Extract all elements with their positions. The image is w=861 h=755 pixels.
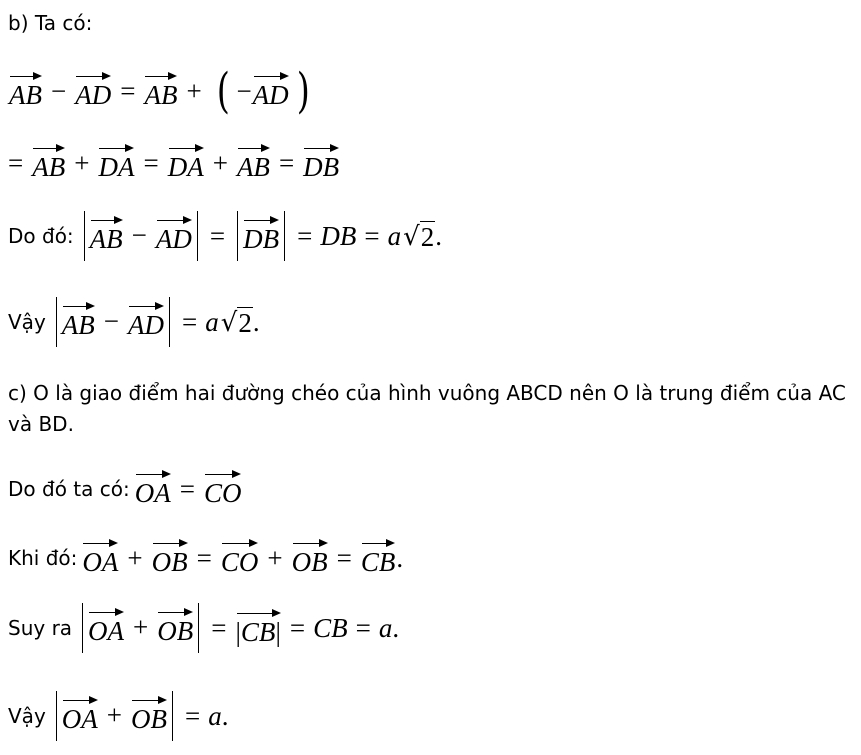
sqrt-2: √ 2 bbox=[220, 307, 252, 338]
equals-sign: = bbox=[196, 543, 212, 573]
vector-OA: OA bbox=[82, 540, 118, 576]
equation-line-3 bbox=[8, 208, 857, 264]
vector-DA: DA bbox=[98, 145, 134, 181]
vector-OA: OA bbox=[88, 609, 124, 645]
equals-sign: = bbox=[336, 543, 352, 573]
vay-label-c: Vậy bbox=[8, 704, 46, 728]
plus-sign: + bbox=[133, 612, 149, 642]
period: . bbox=[396, 543, 404, 573]
equation-line-1 bbox=[8, 63, 857, 119]
vector-AD: AD bbox=[128, 303, 164, 339]
vay-label: Vậy bbox=[8, 310, 46, 334]
equals-sign: = bbox=[364, 221, 380, 251]
vector-AB: AB bbox=[62, 303, 95, 339]
vector-OB: OB bbox=[292, 540, 328, 576]
vector-OA: OA bbox=[135, 471, 171, 507]
suy-ra-label: Suy ra bbox=[8, 616, 73, 640]
equals-sign: = bbox=[297, 221, 313, 251]
plus-sign: + bbox=[74, 148, 90, 178]
plus-sign: + bbox=[186, 76, 202, 106]
magnitude-OA-plus-OB bbox=[56, 691, 173, 741]
radical-icon: √ bbox=[220, 307, 238, 338]
vector-CO: CO bbox=[221, 540, 259, 576]
abs-bar-left: | bbox=[235, 617, 241, 647]
part-b-heading-text: b) Ta có: bbox=[8, 11, 93, 35]
period: . bbox=[392, 613, 400, 643]
do-do-label: Do đó: bbox=[8, 224, 74, 248]
variable-a: a bbox=[387, 221, 402, 251]
magnitude-OA-plus-OB bbox=[82, 603, 199, 653]
period: . bbox=[435, 221, 442, 251]
equals-sign: = bbox=[289, 613, 306, 643]
vector-OB: OB bbox=[152, 540, 188, 576]
part-b-heading bbox=[8, 8, 857, 38]
equation-line-6 bbox=[8, 535, 857, 581]
abs-bar-right: | bbox=[275, 617, 281, 647]
minus-sign: − bbox=[131, 220, 147, 250]
minus-sign: − bbox=[236, 76, 252, 106]
vector-AB: AB bbox=[9, 73, 42, 109]
equation-line-4 bbox=[8, 294, 857, 350]
vector-CB: CB bbox=[361, 540, 396, 576]
equals-sign: = bbox=[8, 148, 24, 178]
magnitude-AB-minus-AD bbox=[84, 211, 198, 261]
do-do-ta-co-label: Do đó ta có: bbox=[8, 477, 130, 501]
plus-sign: + bbox=[127, 543, 143, 573]
vector-DB: DB bbox=[243, 217, 279, 253]
left-paren: ( bbox=[216, 63, 230, 119]
equals-sign: = bbox=[185, 701, 201, 731]
vector-OA: OA bbox=[62, 697, 98, 733]
magnitude-AB-minus-AD bbox=[56, 297, 170, 347]
equation-line-5 bbox=[8, 466, 857, 512]
vector-OB: OB bbox=[131, 697, 167, 733]
minus-sign: − bbox=[103, 306, 120, 336]
period: . bbox=[252, 307, 260, 337]
vector-AD: AD bbox=[75, 73, 111, 109]
sqrt-2: √ 2 bbox=[403, 221, 435, 252]
variable-a: a bbox=[378, 613, 393, 643]
vector-DB: DB bbox=[303, 145, 339, 181]
equals-sign: = bbox=[278, 148, 295, 178]
equals-sign: = bbox=[179, 474, 195, 504]
vector-AB: AB bbox=[32, 145, 65, 181]
equation-line-8 bbox=[8, 688, 857, 744]
vector-AB: AB bbox=[90, 217, 123, 253]
minus-sign: − bbox=[51, 76, 67, 106]
vector-AD: AD bbox=[156, 217, 192, 253]
equals-sign: = bbox=[211, 613, 227, 643]
equals-sign: = bbox=[209, 221, 226, 251]
equation-line-2 bbox=[8, 140, 857, 186]
equals-sign: = bbox=[143, 148, 159, 178]
segment-DB: DB bbox=[320, 221, 357, 251]
segment-CB: CB bbox=[313, 613, 348, 643]
vector-AB: AB bbox=[237, 145, 270, 181]
equals-sign: = bbox=[182, 307, 198, 337]
vector-abs-CB bbox=[236, 610, 281, 646]
khi-do-label: Khi đó: bbox=[8, 546, 78, 570]
radical-icon: √ bbox=[403, 221, 420, 252]
equals-sign: = bbox=[355, 613, 371, 643]
variable-a: a bbox=[208, 701, 222, 731]
variable-a: a bbox=[205, 307, 219, 337]
magnitude-DB bbox=[237, 211, 285, 261]
equals-sign: = bbox=[120, 76, 136, 106]
period: . bbox=[221, 701, 229, 731]
plus-sign: + bbox=[212, 148, 228, 178]
plus-sign: + bbox=[106, 700, 123, 730]
equation-line-7 bbox=[8, 600, 857, 656]
vector-CO: CO bbox=[204, 471, 242, 507]
vector-DA: DA bbox=[168, 145, 204, 181]
right-paren: ) bbox=[296, 63, 310, 119]
vector-AD: AD bbox=[253, 73, 289, 109]
vector-AB: AB bbox=[144, 73, 177, 109]
plus-sign: + bbox=[267, 543, 283, 573]
segment-CB: CB bbox=[240, 617, 276, 647]
part-c-intro: c) O là giao điểm hai đường chéo của hình vuông ABCD nên O là trung điểm của AC và BD. bbox=[8, 381, 846, 436]
vector-OB: OB bbox=[157, 609, 193, 645]
